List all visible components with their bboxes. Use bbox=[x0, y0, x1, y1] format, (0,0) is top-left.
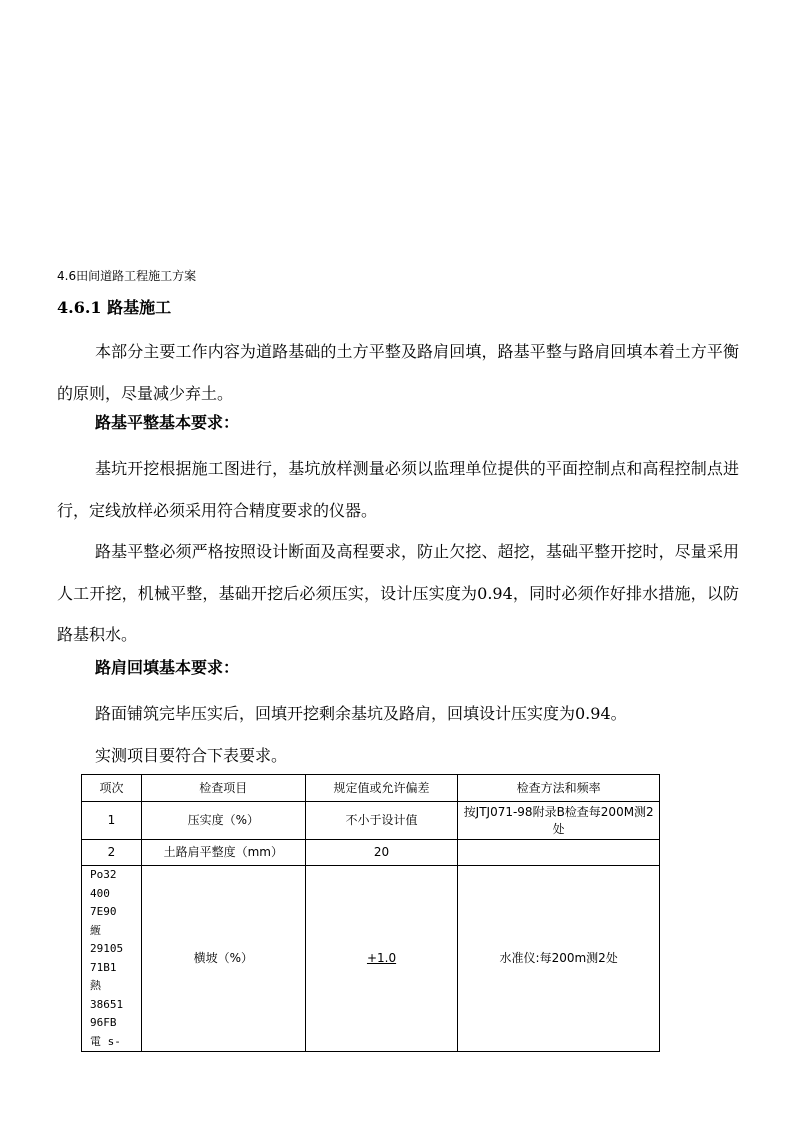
section-label: 4.6田间道路工程施工方案 bbox=[57, 269, 197, 283]
table-row bbox=[82, 802, 660, 840]
excavation-paragraph: 基坑开挖根据施工图进行，基坑放样测量必须以监理单位提供的平面控制点和高程控制点进行，定线放样必须采用符合精度要求的仪器。 bbox=[57, 459, 739, 520]
table-cell: 按JTJ071-98附录B检查每200M测2处 bbox=[458, 802, 660, 840]
backfill-paragraph: 路面铺筑完毕压实后，回填开挖剩余基坑及路肩，回填设计压实度为0.94。 bbox=[95, 704, 627, 723]
leveling-paragraph: 路基平整必须严格按照设计断面及高程要求，防止欠挖、超挖，基础平整开挖时，尽量采用人工开挖，机械平整，基础开挖后必须压实，设计压实度为0.94，同时必须作好排水措施，以防路基积水。 bbox=[57, 542, 739, 644]
section-heading: 4.6.1 路基施工 bbox=[57, 298, 172, 317]
subheading-shoulder-backfill: 路肩回填基本要求： bbox=[95, 658, 240, 677]
table-cell: 1 bbox=[82, 802, 142, 840]
header-cell-check-item: 检查项目 bbox=[141, 775, 305, 802]
table-header-row bbox=[82, 775, 660, 802]
inspection-table bbox=[81, 774, 660, 1052]
header-cell-tolerance: 规定值或允许偏差 bbox=[305, 775, 458, 802]
table-row bbox=[82, 866, 660, 1052]
table-cell: 20 bbox=[305, 840, 458, 866]
intro-paragraph: 本部分主要工作内容为道路基础的土方平整及路肩回填，路基平整与路肩回填本着土方平衡的原则，尽量减少弃土。 bbox=[57, 342, 739, 403]
table-intro-paragraph: 实测项目要符合下表要求。 bbox=[95, 746, 288, 765]
header-cell-method: 检查方法和频率 bbox=[458, 775, 660, 802]
table-cell-garbled: Po32 400 7E90 緪 29105 71B1 熱 38651 96FB 電 s- bbox=[82, 866, 142, 1052]
table-cell: 2 bbox=[82, 840, 142, 866]
table-cell bbox=[458, 840, 660, 866]
table-cell bbox=[305, 866, 458, 1052]
subheading-subgrade-leveling: 路基平整基本要求： bbox=[95, 413, 240, 432]
table-cell: 压实度（%） bbox=[141, 802, 305, 840]
table-cell: 横坡（%） bbox=[141, 866, 305, 1052]
tolerance-value: +1.0 bbox=[366, 951, 397, 965]
header-cell-item-no: 项次 bbox=[82, 775, 142, 802]
table-cell: 水准仪:每200m测2处 bbox=[458, 866, 660, 1052]
table-cell: 土路肩平整度（mm） bbox=[141, 840, 305, 866]
table-cell: 不小于设计值 bbox=[305, 802, 458, 840]
table-row bbox=[82, 840, 660, 866]
